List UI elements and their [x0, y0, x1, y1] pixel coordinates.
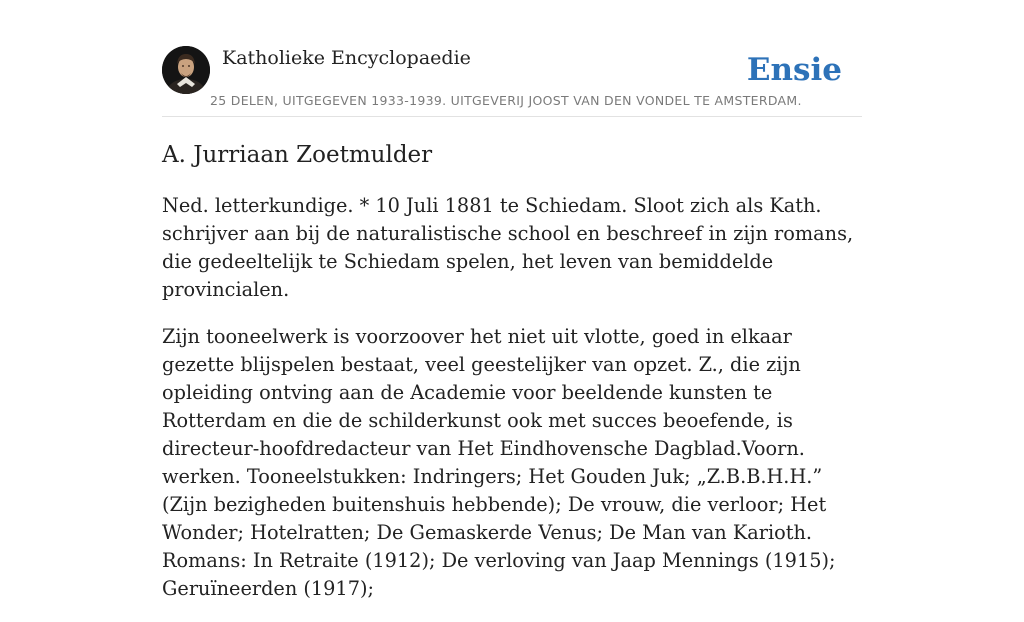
article-title: A. Jurriaan Zoetmulder	[162, 142, 433, 168]
article-paragraph-2: Zijn tooneelwerk is voorzoover het niet uit vlotte, goed in elkaar gezette blijspelen bestaat, veel geestelijker van opzet. Z., die zijn opleiding ontving aan de Academie voor beeldende kunsten te Rotterdam en die de schilderkunst ook met succes beoefende, is directeur-hoofdredacteur van Het Eindhovensche Dagblad.Voorn. werken. Tooneelstukken: Indringers; Het Gouden Juk; „Z.B.B.H.H.” (Zijn bezigheden buitenshuis hebbende); De vrouw, die verloor; Het Wonder; Hotelratten; De Gemaskerde Venus; De Man van Karioth. Romans: In Retraite (1912); De verloving van Jaap Mennings (1915); Geruïneerden (1917);	[162, 325, 836, 600]
publication-info: 25 DELEN, UITGEGEVEN 1933-1939. UITGEVERIJ JOOST VAN DEN VONDEL TE AMSTERDAM.	[210, 93, 802, 108]
article-paragraph-1: Ned. letterkundige. * 10 Juli 1881 te Schiedam. Sloot zich als Kath. schrijver aan bij de naturalistische school en beschreef in zijn romans, die gedeeltelijk te Schiedam spelen, het leven van bemiddelde provincialen.	[162, 194, 854, 301]
site-title[interactable]: Katholieke Encyclopaedie	[222, 47, 471, 69]
portrait-icon[interactable]	[162, 46, 210, 94]
site-header	[162, 46, 862, 117]
article-body	[162, 192, 862, 622]
brand-logo[interactable]: Ensie	[746, 52, 842, 88]
